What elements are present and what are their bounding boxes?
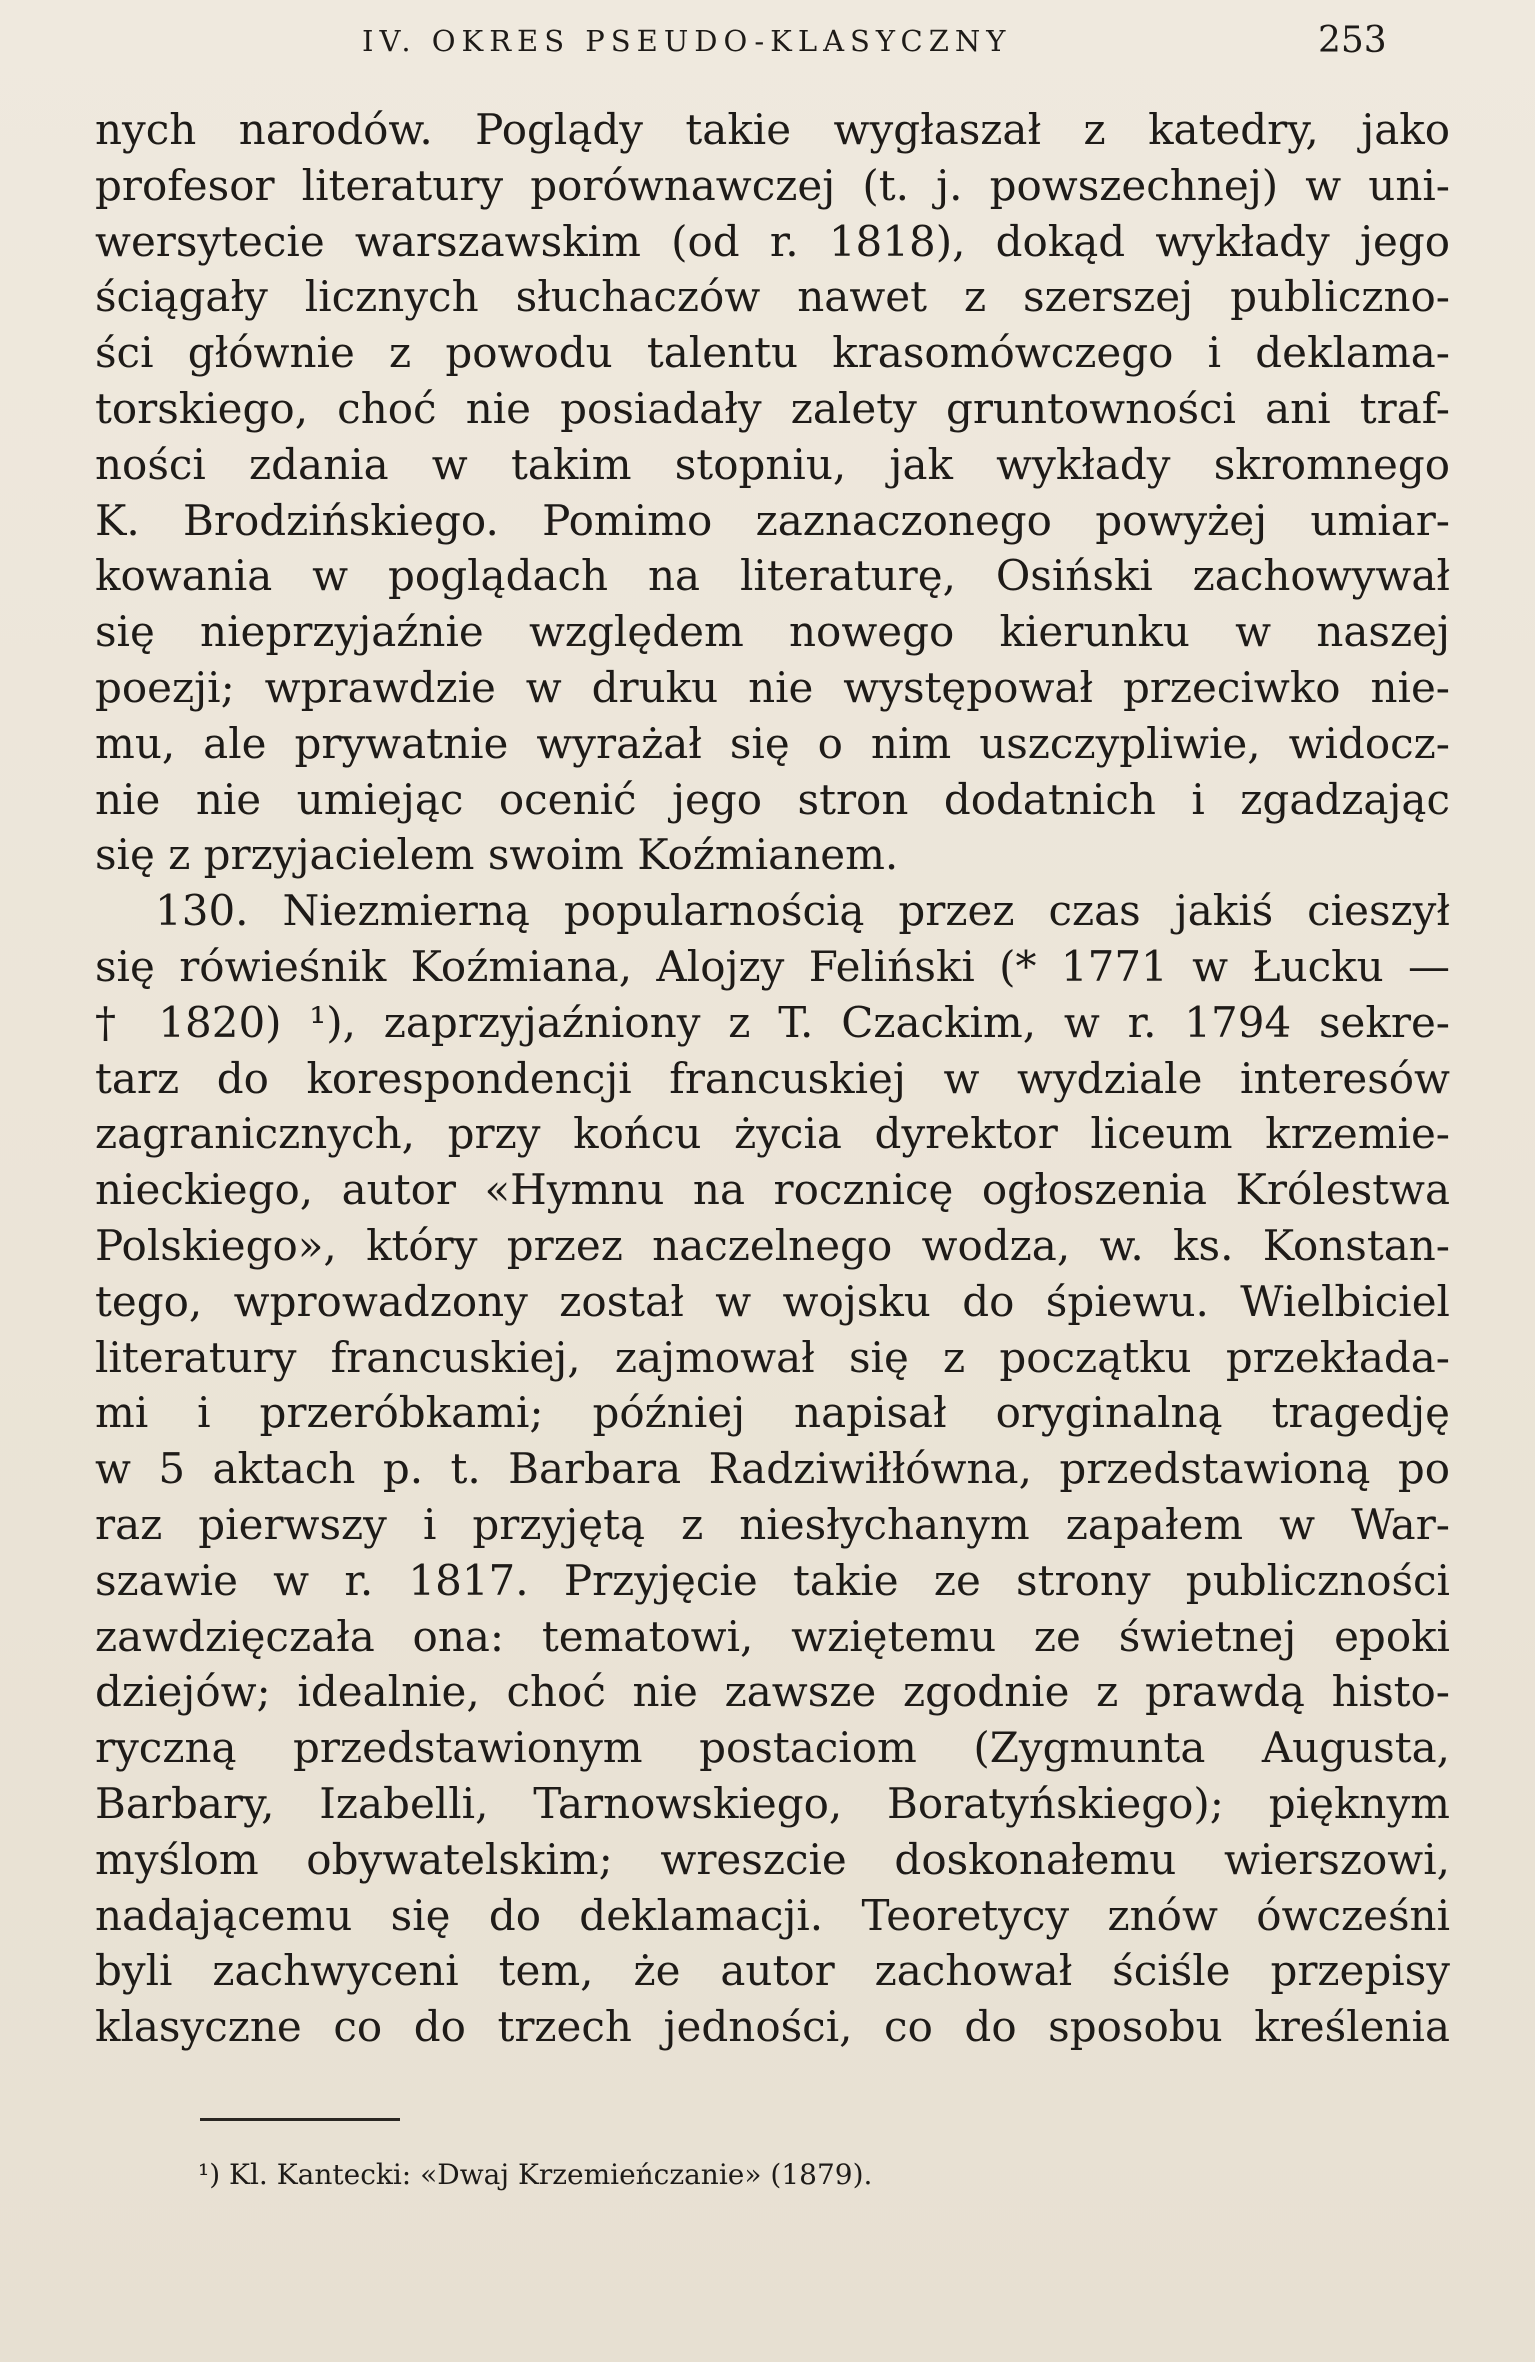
text-line: tego, wprowadzony został w wojsku do śpiewu. Wielbiciel <box>95 1276 1450 1326</box>
text-line: się nieprzyjaźnie względem nowego kierunku w naszej <box>95 607 1450 657</box>
text-line: Barbary, Izabelli, Tarnowskiego, Boratyńskiego); pięknym <box>95 1778 1450 1828</box>
paragraph-start-line: 130. Niezmierną popularnością przez czas jakiś cieszył <box>155 886 1450 936</box>
page-number: 253 <box>1318 20 1387 61</box>
text-line: nie nie umiejąc ocenić jego stron dodatnich i zgadzając <box>95 774 1450 824</box>
text-line: literatury francuskiej, zajmował się z początku przekłada- <box>95 1332 1450 1382</box>
text-line: dziejów; idealnie, choć nie zawsze zgodnie z prawdą histo- <box>95 1667 1450 1717</box>
text-line: ryczną przedstawionym postaciom (Zygmunta Augusta, <box>95 1723 1450 1773</box>
text-line: się z przyjacielem swoim Koźmianem. <box>95 830 899 880</box>
body-text <box>95 102 1450 2055</box>
text-line: K. Brodzińskiego. Pomimo zaznaczonego powyżej umiar- <box>95 495 1450 545</box>
text-line: mu, ale prywatnie wyrażał się o nim uszczypliwie, widocz- <box>95 718 1450 768</box>
text-line: byli zachwyceni tem, że autor zachował ściśle przepisy <box>95 1946 1450 1996</box>
text-line: nadającemu się do deklamacji. Teoretycy znów ówcześni <box>95 1890 1450 1940</box>
text-line: szawie w r. 1817. Przyjęcie takie ze strony publiczności <box>95 1555 1450 1605</box>
running-title: IV. OKRES PSEUDO-KLASYCZNY <box>362 24 1012 58</box>
text-line: † 1820) ¹), zaprzyjaźniony z T. Czackim, w r. 1794 sekre- <box>95 997 1450 1047</box>
text-line: się rówieśnik Koźmiana, Alojzy Feliński (* 1771 w Łucku — <box>95 941 1450 991</box>
text-line: nych narodów. Poglądy takie wygłaszał z katedry, jako <box>95 105 1450 154</box>
text-line: zagranicznych, przy końcu życia dyrektor liceum krzemie- <box>95 1109 1450 1159</box>
text-line: Polskiego», który przez naczelnego wodza, w. ks. Konstan- <box>95 1220 1450 1270</box>
text-line: tarz do korespondencji francuskiej w wydziale interesów <box>95 1053 1450 1103</box>
text-line: kowania w poglądach na literaturę, Osiński zachowywał <box>95 551 1450 601</box>
footnote: ¹) Kl. Kantecki: «Dwaj Krzemieńczanie» (1879). <box>198 2158 873 2191</box>
running-head <box>0 20 1535 70</box>
text-line: zawdzięczała ona: tematowi, wziętemu ze świetnej epoki <box>95 1611 1450 1661</box>
text-line: mi i przeróbkami; później napisał oryginalną tragedję <box>95 1388 1450 1438</box>
text-line: ściągały licznych słuchaczów nawet z szerszej publiczno- <box>95 272 1450 322</box>
text-line: poezji; wprawdzie w druku nie występował przeciwko nie- <box>95 662 1450 712</box>
text-line: ści głównie z powodu talentu krasomówczego i deklama- <box>95 328 1450 378</box>
text-line: raz pierwszy i przyjętą z niesłychanym zapałem w War- <box>95 1499 1450 1549</box>
text-line: myślom obywatelskim; wreszcie doskonałemu wierszowi, <box>95 1834 1450 1884</box>
text-line: profesor literatury porównawczej (t. j. powszechnej) w uni- <box>95 160 1450 210</box>
text-line: nieckiego, autor «Hymnu na rocznicę ogłoszenia Królestwa <box>95 1165 1450 1215</box>
text-line: w 5 aktach p. t. Barbara Radziwiłłówna, przedstawioną po <box>95 1444 1450 1494</box>
text-line: wersytecie warszawskim (od r. 1818), dokąd wykłady jego <box>95 216 1450 266</box>
text-line: ności zdania w takim stopniu, jak wykłady skromnego <box>95 439 1450 489</box>
text-line: klasyczne co do trzech jedności, co do sposobu kreślenia <box>95 2002 1450 2052</box>
footnote-divider <box>200 2118 400 2121</box>
text-line: torskiego, choć nie posiadały zalety gruntowności ani traf- <box>95 383 1450 433</box>
